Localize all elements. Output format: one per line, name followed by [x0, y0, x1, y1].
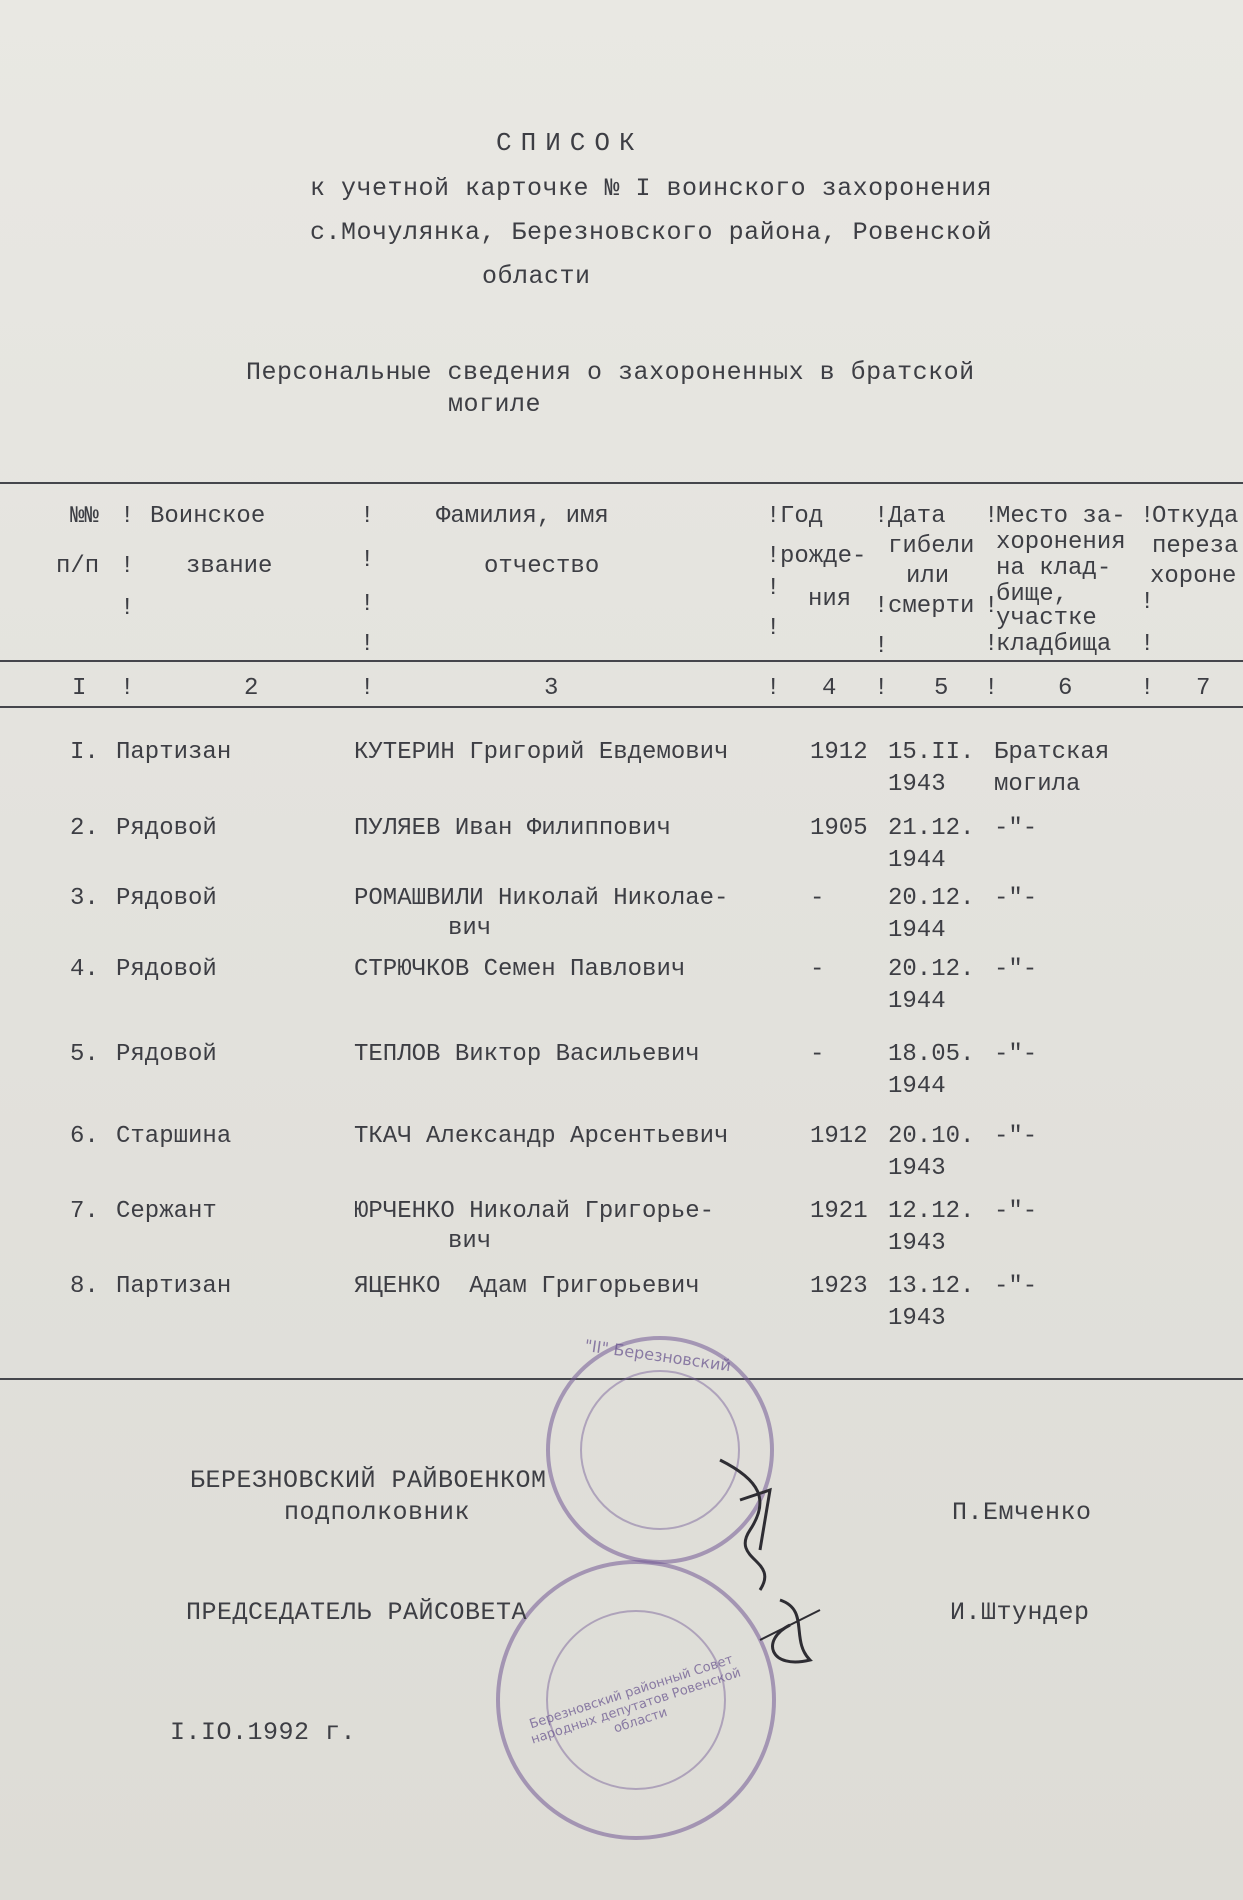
- header-col6-line2: хоронения: [996, 529, 1126, 556]
- document-date: I.IO.1992 г.: [170, 1718, 357, 1747]
- header-col6-line1: Место за-: [996, 503, 1126, 530]
- header-sep: !: [120, 595, 135, 622]
- row-number: I.: [70, 739, 99, 766]
- row-birth-year: 1923: [810, 1273, 868, 1300]
- header-sep: !: [874, 633, 889, 660]
- row-number: 3.: [70, 885, 99, 912]
- header-sep: !: [360, 503, 375, 530]
- subtitle-line-3: области: [482, 262, 591, 291]
- row-number: 2.: [70, 815, 99, 842]
- header-sep: !: [360, 631, 375, 658]
- header-col7-line3: хороне: [1150, 563, 1237, 590]
- row-rank: Рядовой: [116, 885, 217, 912]
- row-death-year: 1943: [888, 1305, 946, 1332]
- signature-org-2: ПРЕДСЕДАТЕЛЬ РАЙСОВЕТА: [186, 1598, 528, 1627]
- stamp-text: Березновский районный Совет народных депутатов Ровенской области: [527, 1652, 743, 1748]
- row-death-date: 20.10.: [888, 1123, 975, 1150]
- header-col5-line3: или: [906, 563, 950, 590]
- row-rank: Сержант: [116, 1198, 217, 1225]
- header-sep: !: [120, 675, 135, 702]
- row-death-date: 15.II.: [888, 739, 975, 766]
- header-sep: !: [766, 675, 781, 702]
- row-death-year: 1944: [888, 847, 946, 874]
- header-col2-line1: Воинское: [150, 503, 266, 530]
- signature-name-1: П.Емченко: [952, 1498, 1092, 1527]
- row-birth-year: 1905: [810, 815, 868, 842]
- subtitle-line-1: к учетной карточке № I воинского захоронения: [310, 174, 993, 203]
- row-birth-year: -: [810, 885, 825, 912]
- signature-org-1: БЕРЕЗНОВСКИЙ РАЙВОЕНКОМ: [190, 1466, 547, 1495]
- row-death-year: 1944: [888, 1073, 946, 1100]
- header-col2-line2: звание: [186, 553, 273, 580]
- row-number: 6.: [70, 1123, 99, 1150]
- header-sep: !: [874, 503, 889, 530]
- header-col4-line1: Год: [780, 503, 824, 530]
- row-burial-place-cont: могила: [994, 771, 1081, 798]
- row-name: СТРЮЧКОВ Семен Павлович: [354, 956, 686, 983]
- header-sep: !: [874, 593, 889, 620]
- row-rank: Партизан: [116, 1273, 232, 1300]
- row-rank: Рядовой: [116, 1041, 217, 1068]
- row-death-year: 1944: [888, 917, 946, 944]
- header-col6-line5: участке: [996, 605, 1097, 632]
- header-sep: !: [984, 675, 999, 702]
- row-death-year: 1943: [888, 1155, 946, 1182]
- header-sep: !: [766, 543, 781, 570]
- header-col6-line3: на клад-: [996, 555, 1112, 582]
- subtitle-line-2: с.Мочулянка, Березновского района, Ровенской: [310, 218, 993, 247]
- section-heading-line-1: Персональные сведения о захороненных в братской: [246, 358, 975, 387]
- header-col6-line4: бище,: [996, 581, 1069, 608]
- row-burial-place: -"-: [994, 1123, 1038, 1150]
- header-sep: !: [766, 615, 781, 642]
- row-burial-place: -"-: [994, 956, 1038, 983]
- signature-scribbles: [700, 1440, 840, 1700]
- header-sep: !: [360, 591, 375, 618]
- header-sep: !: [360, 675, 375, 702]
- row-birth-year: 1912: [810, 739, 868, 766]
- signature-name-2: И.Штундер: [950, 1598, 1090, 1627]
- header-col7-line2: переза: [1152, 533, 1239, 560]
- row-death-date: 13.12.: [888, 1273, 975, 1300]
- row-rank: Партизан: [116, 739, 232, 766]
- row-burial-place: -"-: [994, 1041, 1038, 1068]
- row-name: КУТЕРИН Григорий Евдемович: [354, 739, 729, 766]
- header-sep: !: [766, 575, 781, 602]
- row-burial-place: -"-: [994, 885, 1038, 912]
- row-death-year: 1944: [888, 988, 946, 1015]
- column-number: 7: [1196, 675, 1211, 702]
- column-number: 6: [1058, 675, 1073, 702]
- row-death-date: 21.12.: [888, 815, 975, 842]
- header-col3-line2: отчество: [484, 553, 600, 580]
- header-sep: !: [1140, 503, 1155, 530]
- row-birth-year: 1912: [810, 1123, 868, 1150]
- row-death-year: 1943: [888, 771, 946, 798]
- column-number: 5: [934, 675, 949, 702]
- row-birth-year: -: [810, 956, 825, 983]
- header-sep: !: [1140, 589, 1155, 616]
- header-sep: !: [984, 593, 999, 620]
- header-col1-line2: п/п: [56, 553, 100, 580]
- header-sep: !: [766, 503, 781, 530]
- row-death-date: 20.12.: [888, 885, 975, 912]
- header-sep: !: [120, 503, 135, 530]
- row-burial-place: -"-: [994, 1198, 1038, 1225]
- row-number: 8.: [70, 1273, 99, 1300]
- header-col5-line1: Дата: [888, 503, 946, 530]
- column-number: 4: [822, 675, 837, 702]
- header-col4-line2: рожде-: [780, 543, 867, 570]
- row-burial-place: -"-: [994, 815, 1038, 842]
- row-name: ПУЛЯЕВ Иван Филиппович: [354, 815, 671, 842]
- row-rank: Старшина: [116, 1123, 232, 1150]
- row-death-year: 1943: [888, 1230, 946, 1257]
- header-sep: !: [1140, 631, 1155, 658]
- header-col4-line3: ния: [808, 586, 852, 613]
- row-rank: Рядовой: [116, 956, 217, 983]
- table-header-rule: [0, 660, 1243, 662]
- header-sep: !: [120, 553, 135, 580]
- row-name-cont: вич: [448, 915, 492, 942]
- row-name: ЯЦЕНКО Адам Григорьевич: [354, 1273, 700, 1300]
- row-burial-place: -"-: [994, 1273, 1038, 1300]
- column-number: 3: [544, 675, 559, 702]
- column-number: 2: [244, 675, 259, 702]
- row-number: 4.: [70, 956, 99, 983]
- row-death-date: 20.12.: [888, 956, 975, 983]
- header-sep: !: [984, 503, 999, 530]
- header-col3-line1: Фамилия, имя: [436, 503, 609, 530]
- row-death-date: 12.12.: [888, 1198, 975, 1225]
- header-col5-line2: гибели: [888, 533, 975, 560]
- row-name-cont: вич: [448, 1228, 492, 1255]
- section-heading-line-2: могиле: [448, 390, 542, 419]
- header-col1-line1: №№: [70, 503, 99, 530]
- signature-role-1: подполковник: [284, 1498, 471, 1527]
- row-birth-year: -: [810, 1041, 825, 1068]
- stamp-text: "II" Березновский: [583, 1335, 733, 1376]
- row-number: 5.: [70, 1041, 99, 1068]
- row-number: 7.: [70, 1198, 99, 1225]
- header-sep: !: [360, 547, 375, 574]
- row-burial-place: Братская: [994, 739, 1110, 766]
- table-top-rule: [0, 482, 1243, 484]
- row-birth-year: 1921: [810, 1198, 868, 1225]
- row-name: ЮРЧЕНКО Николай Григорье-: [354, 1198, 715, 1225]
- header-col6-line6: кладбища: [996, 631, 1112, 658]
- header-col7-line1: Откуда: [1152, 503, 1239, 530]
- document-title: СПИСОК: [496, 128, 644, 158]
- table-numbers-rule: [0, 706, 1243, 708]
- header-sep: !: [984, 631, 999, 658]
- header-col5-line4: смерти: [888, 593, 975, 620]
- row-name: РОМАШВИЛИ Николай Николае-: [354, 885, 729, 912]
- header-sep: !: [1140, 675, 1155, 702]
- column-number: I: [72, 675, 87, 702]
- header-sep: !: [874, 675, 889, 702]
- row-death-date: 18.05.: [888, 1041, 975, 1068]
- row-rank: Рядовой: [116, 815, 217, 842]
- row-name: ТЕПЛОВ Виктор Васильевич: [354, 1041, 700, 1068]
- row-name: ТКАЧ Александр Арсентьевич: [354, 1123, 729, 1150]
